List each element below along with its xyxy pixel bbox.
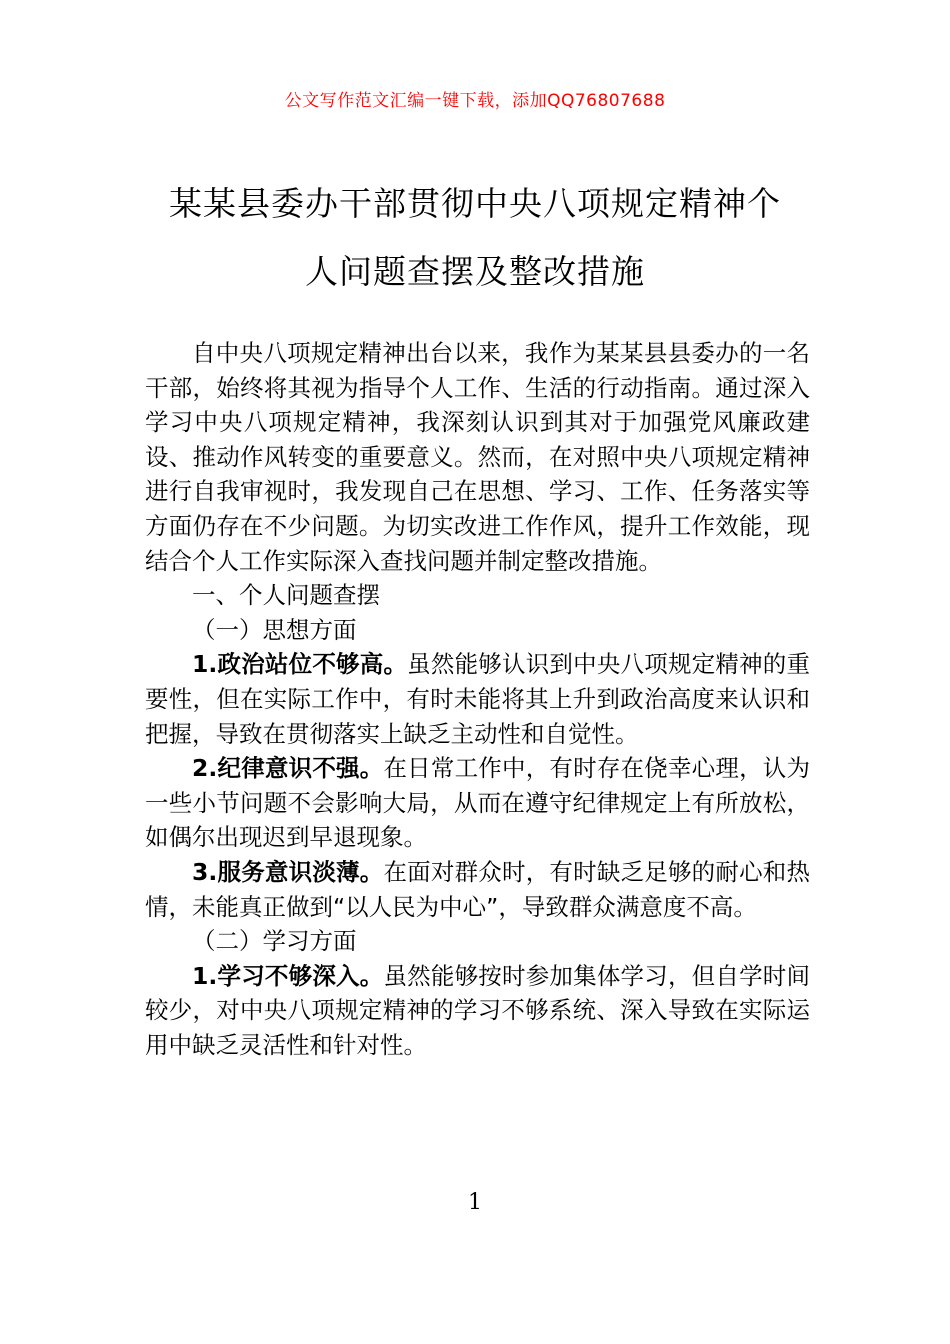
document-title [140,170,810,306]
document-body [145,336,810,1062]
thought-item-1 [145,647,810,751]
intro-paragraph: 自中央八项规定精神出台以来，我作为某某县县委办的一名干部，始终将其视为指导个人工作、生活的行动指南。通过深入学习中央八项规定精神，我深刻认识到其对于加强党风廉政建设、推动作风转变的重要意义。然而，在对照中央八项规定精神进行自我审视时，我发现自己在思想、学习、工作、任务落实等方面仍存在不少问题。为切实改进工作作风，提升工作效能，现结合个人工作实际深入查找问题并制定整改措施。 [145,339,810,575]
item-label: 1.学习不够深入。 [192,961,384,990]
title-line-1: 某某县委办干部贯彻中央八项规定精神个 [169,184,781,223]
page-number: 1 [468,1190,482,1215]
study-item-1 [145,959,810,1063]
item-text: 虽然能够认识到中央八项规定精神的重要性，但在实际工作中，有时未能将其上升到政治高度来认识和把握，导致在贯彻落实上缺乏主动性和自觉性。 [145,650,811,748]
subsection-heading-study: （二）学习方面 [192,927,357,956]
item-text: 在面对群众时，有时缺乏足够的耐心和热情，未能真正做到“以人民为中心”，导致群众满意度不高。 [145,857,811,921]
item-text: 虽然能够按时参加集体学习，但自学时间较少，对中央八项规定精神的学习不够系统、深入导致在实际运用中缺乏灵活性和针对性。 [145,961,811,1059]
download-notice: 公文写作范文汇编一键下载，添加QQ76807688 [284,91,666,111]
thought-item-2 [145,751,810,855]
thought-item-3 [145,855,810,924]
item-text: 在日常工作中，有时存在侥幸心理，认为一些小节问题不会影响大局，从而在遵守纪律规定上有所放松，如偶尔出现迟到早退现象。 [145,754,811,852]
item-label: 2.纪律意识不强。 [192,754,384,783]
item-label: 1.政治站位不够高。 [192,650,408,679]
title-line-2: 人问题查摆及整改措施 [305,252,645,291]
item-label: 3.服务意识淡薄。 [192,857,384,886]
subsection-heading-thought: （一）思想方面 [192,615,357,644]
section-heading-1: 一、个人问题查摆 [192,581,380,610]
